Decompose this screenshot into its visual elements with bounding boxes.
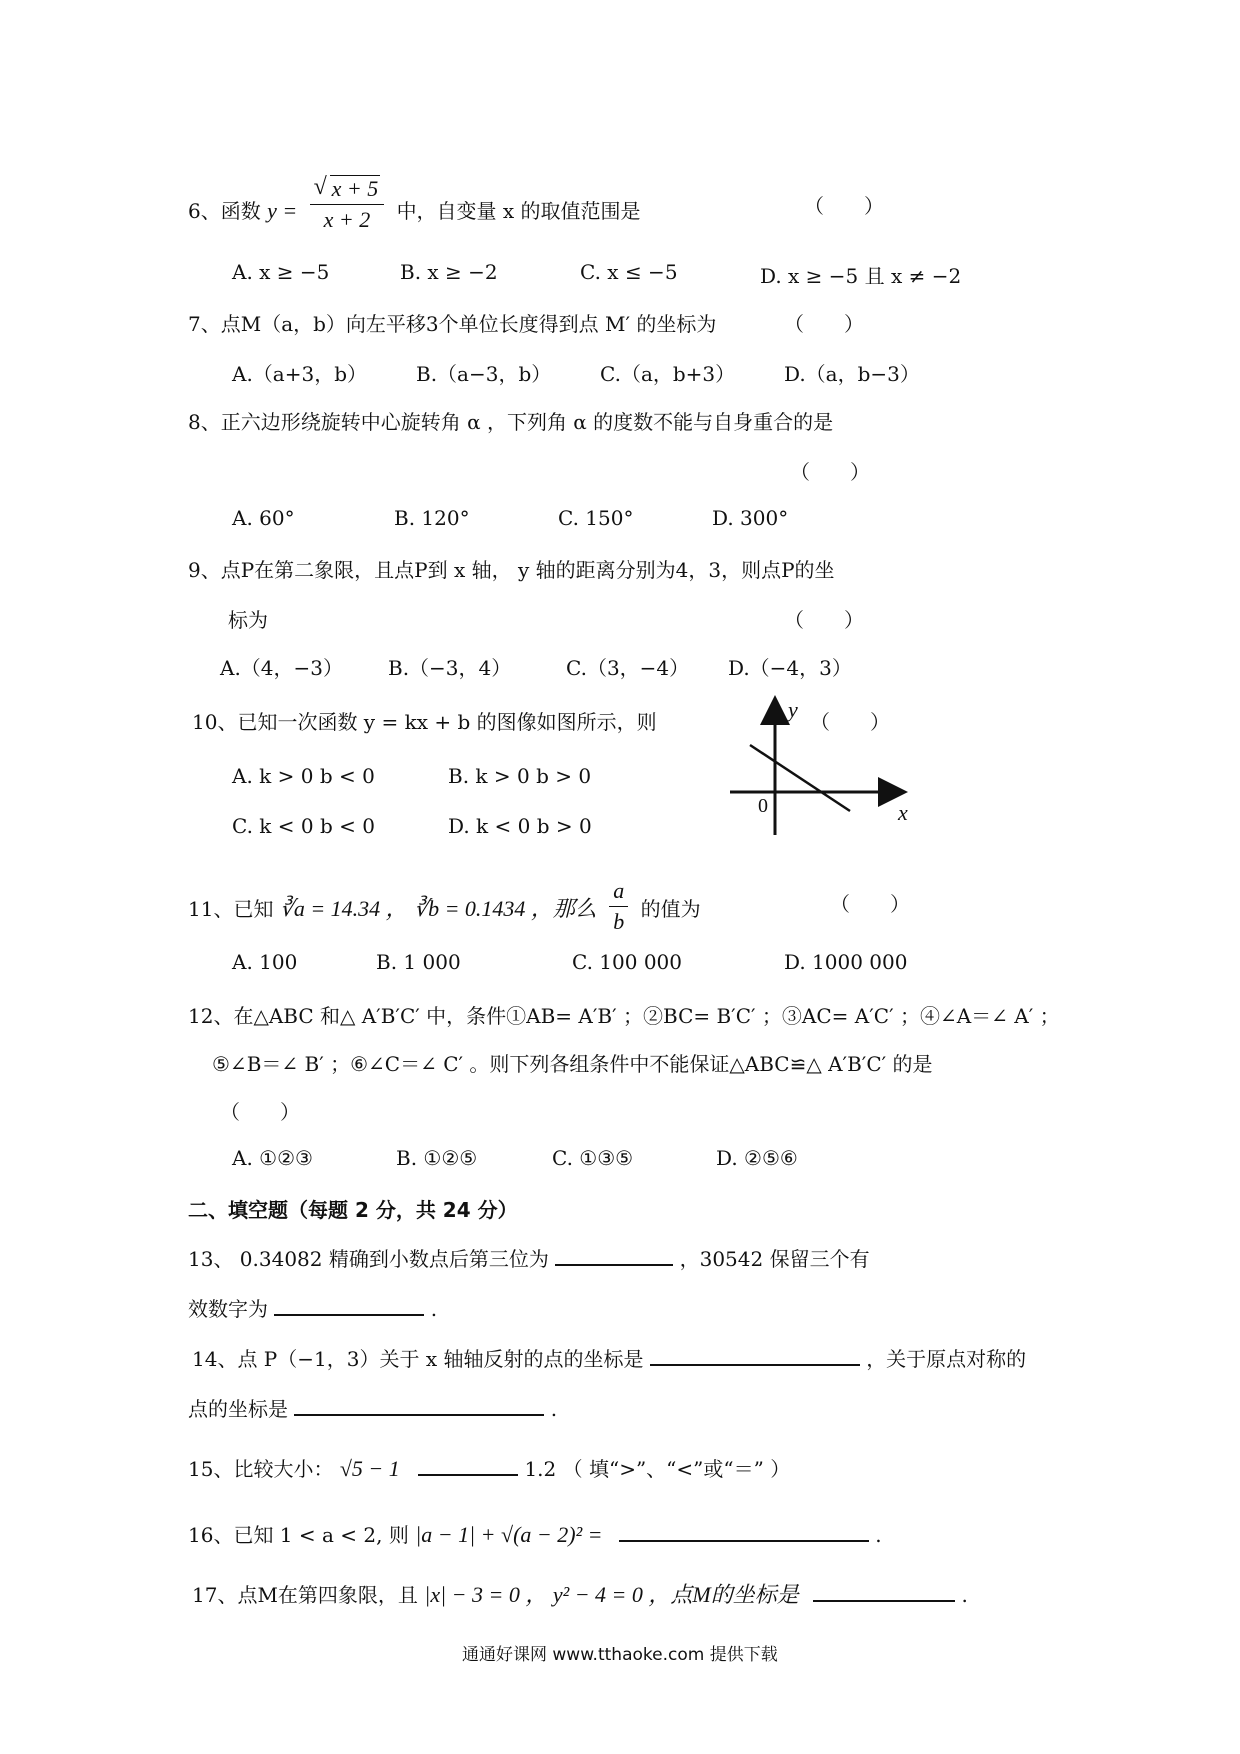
- q9-option-d: D.（−4，3）: [728, 656, 852, 680]
- q6-fraction: [310, 174, 385, 235]
- q6-option-c: C. x ≤ −5: [580, 260, 678, 284]
- q6-stem: [188, 176, 641, 243]
- q6-numerator: x + 5: [331, 176, 379, 201]
- q16-line: [188, 1518, 882, 1548]
- q14-text-a: 14、点 P（−1，3）关于 x 轴轴反射的点的坐标是: [192, 1347, 644, 1371]
- q6-suffix: 中，自变量 x 的取值范围是: [396, 199, 641, 223]
- q6-option-b: B. x ≥ −2: [400, 260, 498, 284]
- q11-option-d: D. 1000 000: [784, 950, 908, 974]
- q12-option-d: D. ②⑤⑥: [716, 1146, 798, 1170]
- q13-blank-1[interactable]: [555, 1242, 673, 1266]
- q16-prefix: 16、已知 1 < a < 2, 则: [188, 1523, 409, 1547]
- q11-fraction: [609, 876, 628, 937]
- q14-blank-1[interactable]: [650, 1342, 860, 1366]
- q12-answer-paren: （ ）: [220, 1100, 300, 1124]
- q11-prefix: 11、已知: [188, 897, 274, 921]
- q14-line2: [188, 1392, 557, 1422]
- q12-stem-line2: ⑤∠B＝∠ B′ ；⑥∠C＝∠ C′ 。则下列各组条件中不能保证△ABC≌△ A′B′C′ 的是: [212, 1052, 933, 1076]
- q6-y: y =: [267, 198, 298, 223]
- q11-suffix: 的值为: [640, 897, 701, 921]
- q12-option-c: C. ①③⑤: [552, 1146, 634, 1170]
- q10-option-b: B. k > 0 b > 0: [448, 764, 592, 788]
- q16-blank[interactable]: [619, 1518, 869, 1542]
- y-axis-label: y: [788, 697, 798, 722]
- q17-expr: |x| − 3 = 0 ， y² − 4 = 0 ，点M的坐标是: [424, 1582, 799, 1607]
- q13-period: .: [430, 1297, 438, 1321]
- page-footer: 通通好课网 www.tthaoke.com 提供下载: [462, 1645, 778, 1665]
- q7-option-d: D.（a，b−3）: [784, 362, 920, 386]
- q16-expr: |a − 1| + √(a − 2)² =: [415, 1522, 603, 1547]
- q11-option-c: C. 100 000: [572, 950, 683, 974]
- q13-text-a: 13、 0.34082 精确到小数点后第三位为: [188, 1247, 549, 1271]
- q17-line: [192, 1578, 968, 1609]
- q11-expr-a: ∛a = 14.34 ，: [279, 896, 408, 921]
- q9-option-a: A.（4，−3）: [220, 656, 344, 680]
- q7-option-c: C.（a，b+3）: [600, 362, 736, 386]
- q8-option-d: D. 300°: [712, 506, 789, 530]
- q11-answer-paren: （ ）: [830, 892, 910, 916]
- q11-expr-b: ∛b = 0.1434 ，那么: [414, 896, 597, 921]
- q13-text-b: ，30542 保留三个有: [679, 1247, 870, 1271]
- q17-blank[interactable]: [813, 1578, 955, 1602]
- q14-text-c: 点的坐标是: [188, 1397, 288, 1421]
- q7-option-b: B.（a−3，b）: [416, 362, 552, 386]
- q17-period: .: [961, 1583, 968, 1607]
- q8-option-b: B. 120°: [394, 506, 470, 530]
- q14-period: .: [550, 1397, 558, 1421]
- q13-line2: [188, 1292, 437, 1322]
- q7-option-a: A.（a+3，b）: [232, 362, 368, 386]
- q13-blank-2[interactable]: [274, 1292, 424, 1316]
- q16-period: .: [875, 1523, 882, 1547]
- q6-option-d: D. x ≥ −5 且 x ≠ −2: [760, 264, 962, 288]
- q12-option-a: A. ①②③: [232, 1146, 313, 1170]
- q7-stem: 7、点M（a，b）向左平移3个单位长度得到点 M′ 的坐标为: [188, 312, 717, 336]
- q11-option-b: B. 1 000: [376, 950, 461, 974]
- q10-line-graph: [720, 695, 920, 845]
- q11-option-a: A. 100: [232, 950, 298, 974]
- q15-prefix: 15、比较大小：: [188, 1457, 334, 1481]
- q10-option-a: A. k > 0 b < 0: [232, 764, 375, 788]
- q9-answer-paren: （ ）: [784, 608, 864, 632]
- q6-prefix: 6、函数: [188, 199, 261, 223]
- q13-line1: [188, 1242, 870, 1272]
- q17-prefix: 17、点M在第四象限，且: [192, 1583, 418, 1607]
- q14-line1: [192, 1342, 1026, 1372]
- q15-expr: √5 − 1: [339, 1456, 400, 1481]
- section-fill-in-title: 二、填空题（每题 2 分，共 24 分）: [188, 1198, 518, 1222]
- q8-answer-paren: （ ）: [790, 460, 870, 484]
- q14-text-b: ，关于原点对称的: [866, 1347, 1027, 1371]
- q7-answer-paren: （ ）: [784, 312, 864, 336]
- q15-blank[interactable]: [418, 1452, 518, 1476]
- q12-option-b: B. ①②⑤: [396, 1146, 478, 1170]
- q11-frac-numerator: a: [609, 876, 628, 907]
- q15-after: 1.2 （ 填“>”、“<”或“＝” ）: [524, 1457, 791, 1481]
- q13-text-c: 效数字为: [188, 1297, 268, 1321]
- q6-denominator: x + 2: [323, 207, 371, 232]
- q10-option-d: D. k < 0 b > 0: [448, 814, 592, 838]
- q11-stem: [188, 880, 701, 941]
- q6-option-a: A. x ≥ −5: [232, 260, 330, 284]
- q10-answer-paren: （ ）: [810, 710, 890, 734]
- q8-option-c: C. 150°: [558, 506, 634, 530]
- x-axis-label: x: [898, 800, 908, 825]
- q10-stem: 10、已知一次函数 y = kx + b 的图像如图所示，则: [192, 710, 657, 734]
- q9-stem-line1: 9、点P在第二象限，且点P到 x 轴， y 轴的距离分别为4，3，则点P的坐: [188, 558, 835, 582]
- q15-line: [188, 1452, 790, 1482]
- q14-blank-2[interactable]: [294, 1392, 544, 1416]
- q8-option-a: A. 60°: [232, 506, 295, 530]
- q9-option-b: B.（−3，4）: [388, 656, 512, 680]
- q12-stem-line1: 12、在△ABC 和△ A′B′C′ 中，条件①AB= A′B′ ；②BC= B′C′ ；③AC= A′C′ ；④∠A＝∠ A′ ；: [188, 1004, 1060, 1028]
- q9-option-c: C.（3，−4）: [566, 656, 690, 680]
- q9-stem-line2: 标为: [228, 608, 268, 632]
- q11-frac-denominator: b: [613, 909, 625, 934]
- origin-label: 0: [758, 795, 768, 817]
- q10-option-c: C. k < 0 b < 0: [232, 814, 375, 838]
- q6-answer-paren: （ ）: [804, 194, 884, 218]
- q8-stem: 8、正六边形绕旋转中心旋转角 α ，下列角 α 的度数不能与自身重合的是: [188, 410, 834, 434]
